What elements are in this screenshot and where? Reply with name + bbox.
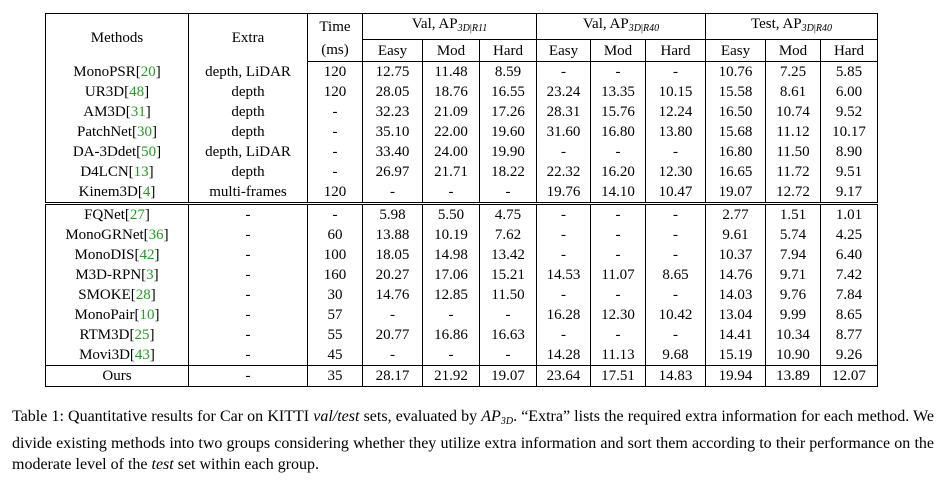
score-cell: 4.25 — [821, 225, 878, 245]
header-mod: Mod — [591, 40, 646, 62]
score-cell: 10.90 — [766, 345, 821, 366]
score-cell: 10.37 — [706, 245, 766, 265]
method-name: MonoGRNet[36] — [46, 225, 189, 245]
header-mod: Mod — [423, 40, 480, 62]
score-cell: - — [537, 204, 591, 226]
score-cell: - — [591, 62, 646, 83]
time-cell: 57 — [308, 305, 363, 325]
header-hard: Hard — [480, 40, 537, 62]
extra-cell: depth, LiDAR — [189, 142, 308, 162]
extra-cell: - — [189, 204, 308, 226]
time-cell: 120 — [308, 82, 363, 102]
score-cell: 10.47 — [646, 182, 706, 204]
score-cell: 9.17 — [821, 182, 878, 204]
score-cell: - — [591, 204, 646, 226]
extra-cell: - — [189, 345, 308, 366]
method-name: SMOKE[28] — [46, 285, 189, 305]
score-cell: 15.19 — [706, 345, 766, 366]
score-cell: 31.60 — [537, 122, 591, 142]
score-cell: - — [646, 245, 706, 265]
score-cell: 28.31 — [537, 102, 591, 122]
extra-cell: depth — [189, 162, 308, 182]
score-cell: 20.77 — [363, 325, 423, 345]
score-cell: 35.10 — [363, 122, 423, 142]
extra-cell: - — [189, 225, 308, 245]
score-cell: - — [537, 245, 591, 265]
extra-cell: depth — [189, 82, 308, 102]
time-cell: - — [308, 162, 363, 182]
score-cell: - — [363, 182, 423, 204]
score-cell: 23.24 — [537, 82, 591, 102]
score-cell: 11.13 — [591, 345, 646, 366]
method-name: UR3D[48] — [46, 82, 189, 102]
table-row — [46, 162, 878, 182]
score-cell: 1.01 — [821, 204, 878, 226]
score-cell: 10.15 — [646, 82, 706, 102]
score-cell: 11.50 — [480, 285, 537, 305]
time-cell: 35 — [308, 366, 363, 387]
score-cell: 5.98 — [363, 204, 423, 226]
score-cell: 12.30 — [646, 162, 706, 182]
score-cell: 26.97 — [363, 162, 423, 182]
score-cell: 13.35 — [591, 82, 646, 102]
score-cell: 11.72 — [766, 162, 821, 182]
score-cell: - — [646, 325, 706, 345]
citation-link[interactable]: 48 — [129, 84, 145, 100]
citation-link[interactable]: 43 — [134, 347, 150, 363]
score-cell: 21.92 — [423, 366, 480, 387]
extra-cell: multi-frames — [189, 182, 308, 204]
score-cell: 2.77 — [706, 204, 766, 226]
time-cell: 120 — [308, 62, 363, 83]
table-row — [46, 265, 878, 285]
extra-cell: - — [189, 285, 308, 305]
score-cell: 16.55 — [480, 82, 537, 102]
table-row — [46, 305, 878, 325]
method-name: Movi3D[43] — [46, 345, 189, 366]
score-cell: 9.76 — [766, 285, 821, 305]
header-extra: Extra — [189, 14, 308, 62]
score-cell: 23.64 — [537, 366, 591, 387]
citation-link[interactable]: 28 — [135, 287, 151, 303]
score-cell: 18.76 — [423, 82, 480, 102]
score-cell: 9.99 — [766, 305, 821, 325]
score-cell: 15.58 — [706, 82, 766, 102]
time-cell: 45 — [308, 345, 363, 366]
score-cell: - — [423, 305, 480, 325]
score-cell: 19.90 — [480, 142, 537, 162]
score-cell: - — [591, 325, 646, 345]
citation-link[interactable]: 42 — [139, 247, 155, 263]
score-cell: 11.48 — [423, 62, 480, 83]
score-cell: 14.76 — [706, 265, 766, 285]
score-cell: 13.80 — [646, 122, 706, 142]
citation-link[interactable]: 27 — [129, 207, 145, 223]
extra-cell: - — [189, 265, 308, 285]
score-cell: 16.63 — [480, 325, 537, 345]
score-cell: 21.09 — [423, 102, 480, 122]
header-hard: Hard — [646, 40, 706, 62]
extra-cell: - — [189, 366, 308, 387]
score-cell: 14.53 — [537, 265, 591, 285]
time-cell: 120 — [308, 182, 363, 204]
time-cell: - — [308, 204, 363, 226]
score-cell: 22.00 — [423, 122, 480, 142]
citation-link[interactable]: 20 — [140, 63, 156, 80]
score-cell: 19.60 — [480, 122, 537, 142]
time-cell: - — [308, 102, 363, 122]
score-cell: 10.42 — [646, 305, 706, 325]
citation-link[interactable]: 4 — [142, 184, 151, 200]
score-cell: 21.71 — [423, 162, 480, 182]
score-cell: 10.74 — [766, 102, 821, 122]
method-name: FQNet[27] — [46, 204, 189, 226]
score-cell: 14.98 — [423, 245, 480, 265]
score-cell: 24.00 — [423, 142, 480, 162]
score-cell: - — [363, 305, 423, 325]
citation-link[interactable]: 31 — [130, 104, 146, 120]
score-cell: 15.68 — [706, 122, 766, 142]
citation-link[interactable]: 10 — [139, 307, 155, 323]
score-cell: 33.40 — [363, 142, 423, 162]
citation-link[interactable]: 25 — [134, 327, 150, 343]
method-name: RTM3D[25] — [46, 325, 189, 345]
table-row — [46, 245, 878, 265]
score-cell: 12.07 — [821, 366, 878, 387]
score-cell: - — [480, 305, 537, 325]
score-cell: 10.34 — [766, 325, 821, 345]
score-cell: 15.76 — [591, 102, 646, 122]
score-cell: 28.05 — [363, 82, 423, 102]
score-cell: 7.94 — [766, 245, 821, 265]
extra-cell: depth — [189, 102, 308, 122]
score-cell: 16.80 — [706, 142, 766, 162]
header-mod: Mod — [766, 40, 821, 62]
score-cell: - — [537, 62, 591, 83]
time-cell: 160 — [308, 265, 363, 285]
score-cell: 18.05 — [363, 245, 423, 265]
citation-link[interactable]: 36 — [148, 227, 164, 243]
score-cell: 13.89 — [766, 366, 821, 387]
method-name: Kinem3D[4] — [46, 182, 189, 204]
results-table — [45, 13, 878, 387]
score-cell: - — [591, 142, 646, 162]
score-cell: 17.51 — [591, 366, 646, 387]
score-cell: - — [537, 325, 591, 345]
time-cell: 30 — [308, 285, 363, 305]
method-name: PatchNet[30] — [46, 122, 189, 142]
score-cell: 12.72 — [766, 182, 821, 204]
score-cell: - — [537, 285, 591, 305]
time-cell: - — [308, 142, 363, 162]
score-cell: - — [591, 245, 646, 265]
time-cell: 55 — [308, 325, 363, 345]
citation-link[interactable]: 3 — [146, 267, 154, 283]
score-cell: 8.65 — [821, 305, 878, 325]
score-cell: 1.51 — [766, 204, 821, 226]
header-easy: Easy — [537, 40, 591, 62]
score-cell: 32.23 — [363, 102, 423, 122]
header-val-r40: Val, $AP_{3D|R40}$ — [537, 14, 706, 40]
score-cell: 9.68 — [646, 345, 706, 366]
score-cell: 8.61 — [766, 82, 821, 102]
score-cell: 28.17 — [363, 366, 423, 387]
citation-link[interactable]: 13 — [133, 164, 149, 180]
header-methods: Methods — [46, 14, 189, 62]
score-cell: 19.76 — [537, 182, 591, 204]
score-cell: 10.17 — [821, 122, 878, 142]
score-cell: 12.85 — [423, 285, 480, 305]
score-cell: - — [591, 285, 646, 305]
score-cell: 13.42 — [480, 245, 537, 265]
score-cell: 11.50 — [766, 142, 821, 162]
score-cell: 12.75 — [363, 62, 423, 83]
score-cell: 7.25 — [766, 62, 821, 83]
score-cell: 14.41 — [706, 325, 766, 345]
table-row — [46, 62, 878, 83]
score-cell: 16.20 — [591, 162, 646, 182]
score-cell: 6.00 — [821, 82, 878, 102]
method-name: MonoDIS[42] — [46, 245, 189, 265]
header-time-unit: (ms) — [308, 40, 363, 62]
extra-cell: depth — [189, 122, 308, 142]
table-row — [46, 142, 878, 162]
score-cell: - — [363, 345, 423, 366]
score-cell: - — [537, 225, 591, 245]
score-cell: 5.85 — [821, 62, 878, 83]
table-row — [46, 345, 878, 366]
score-cell: 11.07 — [591, 265, 646, 285]
score-cell: 17.06 — [423, 265, 480, 285]
score-cell: 14.03 — [706, 285, 766, 305]
score-cell: 13.04 — [706, 305, 766, 325]
citation-link[interactable]: 30 — [136, 124, 152, 140]
score-cell: 16.50 — [706, 102, 766, 122]
table-row — [46, 225, 878, 245]
score-cell: 9.71 — [766, 265, 821, 285]
method-name: D4LCN[13] — [46, 162, 189, 182]
extra-cell: depth, LiDAR — [189, 62, 308, 83]
method-name: MonoPair[10] — [46, 305, 189, 325]
score-cell: 14.10 — [591, 182, 646, 204]
header-hard: Hard — [821, 40, 878, 62]
table-row — [46, 102, 878, 122]
score-cell: 16.86 — [423, 325, 480, 345]
score-cell: 8.59 — [480, 62, 537, 83]
score-cell: 8.90 — [821, 142, 878, 162]
table-row — [46, 122, 878, 142]
score-cell: 14.83 — [646, 366, 706, 387]
score-cell: - — [480, 182, 537, 204]
score-cell: - — [591, 225, 646, 245]
table-row — [46, 325, 878, 345]
table-row — [46, 204, 878, 226]
score-cell: - — [646, 225, 706, 245]
method-name: MonoPSR[20] — [46, 62, 189, 83]
time-cell: - — [308, 122, 363, 142]
time-cell: 60 — [308, 225, 363, 245]
method-name: DA-3Ddet[50] — [46, 142, 189, 162]
score-cell: 8.65 — [646, 265, 706, 285]
score-cell: 15.21 — [480, 265, 537, 285]
score-cell: - — [480, 345, 537, 366]
score-cell: - — [646, 62, 706, 83]
table-row — [46, 366, 878, 387]
score-cell: 5.50 — [423, 204, 480, 226]
score-cell: 9.52 — [821, 102, 878, 122]
header-test-r40: Test, $AP_{3D|R40}$ — [706, 14, 878, 40]
score-cell: 9.26 — [821, 345, 878, 366]
score-cell: - — [646, 142, 706, 162]
score-cell: 19.94 — [706, 366, 766, 387]
score-cell: 18.22 — [480, 162, 537, 182]
score-cell: 9.61 — [706, 225, 766, 245]
score-cell: 16.28 — [537, 305, 591, 325]
score-cell: 19.07 — [706, 182, 766, 204]
score-cell: 5.74 — [766, 225, 821, 245]
score-cell: 10.76 — [706, 62, 766, 83]
citation-link[interactable]: 50 — [141, 144, 157, 160]
score-cell: 10.19 — [423, 225, 480, 245]
score-cell: 20.27 — [363, 265, 423, 285]
score-cell: 14.28 — [537, 345, 591, 366]
table-caption: Table 1: Quantitative results for Car on KITTI val/test sets, evaluated by $AP_{3D}$. “Extra” lists the required extra information for each method. We divide existing methods into two groups considering whether they utilize extra information and sort them according to their performance on the moderate level of the test set within each group. — [12, 408, 935, 473]
extra-cell: - — [189, 245, 308, 265]
score-cell: 17.26 — [480, 102, 537, 122]
score-cell: 16.80 — [591, 122, 646, 142]
score-cell: - — [537, 142, 591, 162]
score-cell: - — [646, 285, 706, 305]
score-cell: 16.65 — [706, 162, 766, 182]
score-cell: 9.51 — [821, 162, 878, 182]
table-row — [46, 82, 878, 102]
header-time: Time — [308, 14, 363, 40]
method-name: Ours — [46, 366, 189, 387]
extra-cell: - — [189, 325, 308, 345]
score-cell: - — [423, 182, 480, 204]
score-cell: 7.84 — [821, 285, 878, 305]
score-cell: - — [646, 204, 706, 226]
score-cell: 7.42 — [821, 265, 878, 285]
score-cell: 4.75 — [480, 204, 537, 226]
method-name: M3D-RPN[3] — [46, 265, 189, 285]
score-cell: 8.77 — [821, 325, 878, 345]
score-cell: - — [423, 345, 480, 366]
score-cell: 12.30 — [591, 305, 646, 325]
score-cell: 14.76 — [363, 285, 423, 305]
extra-cell: - — [189, 305, 308, 325]
method-name: AM3D[31] — [46, 102, 189, 122]
table-body — [46, 62, 878, 387]
table-row — [46, 285, 878, 305]
header-easy: Easy — [363, 40, 423, 62]
score-cell: 7.62 — [480, 225, 537, 245]
score-cell: 6.40 — [821, 245, 878, 265]
score-cell: 12.24 — [646, 102, 706, 122]
score-cell: 22.32 — [537, 162, 591, 182]
score-cell: 11.12 — [766, 122, 821, 142]
score-cell: 13.88 — [363, 225, 423, 245]
score-cell: 19.07 — [480, 366, 537, 387]
time-cell: 100 — [308, 245, 363, 265]
header-easy: Easy — [706, 40, 766, 62]
table-row — [46, 182, 878, 204]
header-val-r11: Val, $AP_{3D|R11}$ — [363, 14, 537, 40]
